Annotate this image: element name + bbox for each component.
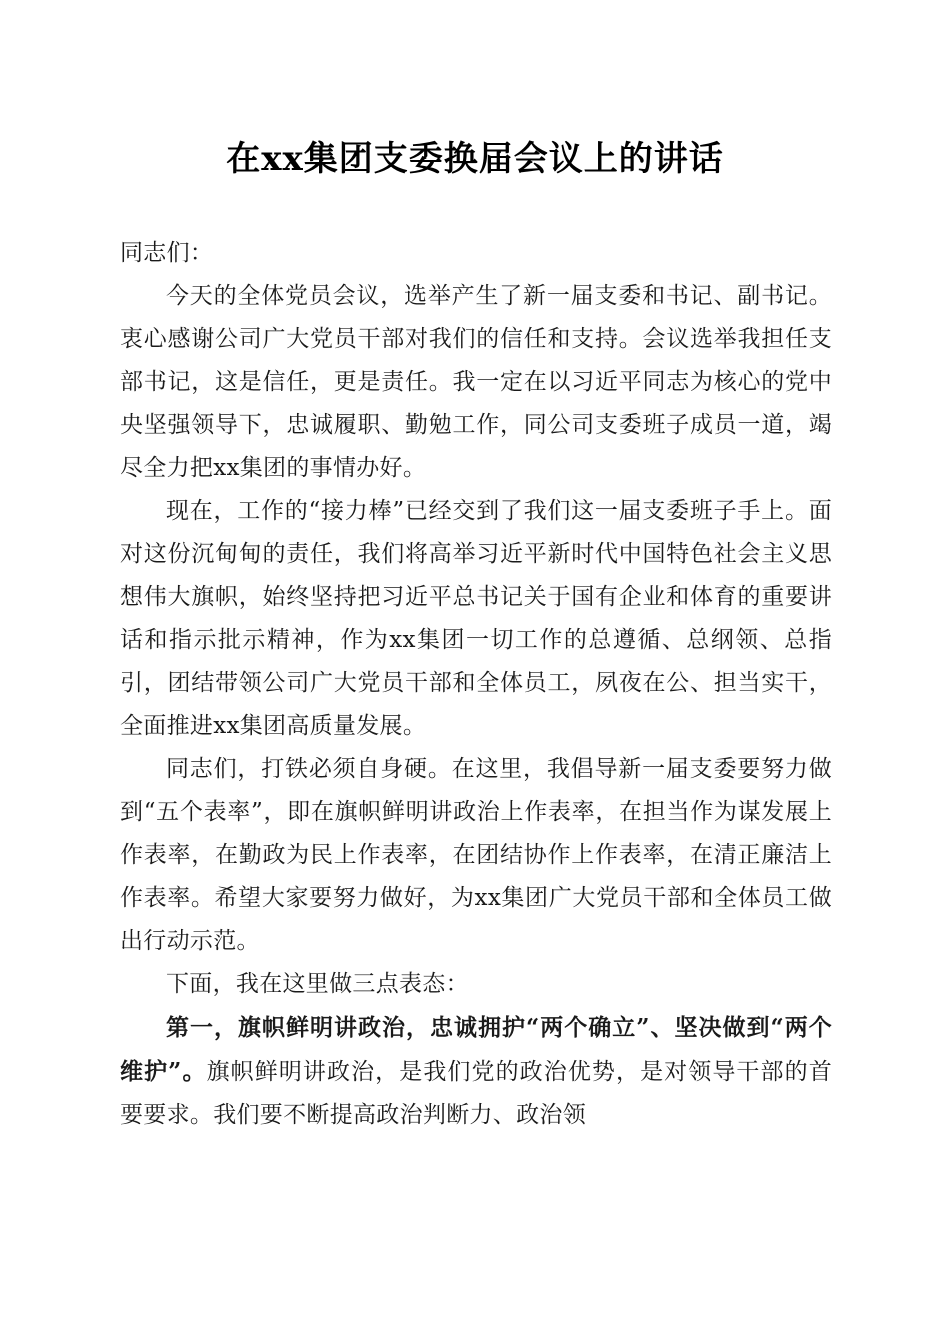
document-body [120,232,832,1137]
point-one-heading: 第一，旗帜鲜明讲政治，忠诚拥护“两个确立”、坚决做到“两个维护”。 [120,1014,832,1085]
paragraph-five-exemplars: 同志们，打铁必须自身硬。在这里，我倡导新一届支委要努力做到“五个表率”，即在旗帜鲜明讲政治上作表率，在担当作为谋发展上作表率，在勤政为民上作表率，在团结协作上作表率，在清正廉洁上作表率。希望大家要努力做好，为xx集团广大党员干部和全体员工做出行动示范。 [120,756,832,954]
paragraph-three-points-intro: 下面，我在这里做三点表态： [166,971,469,997]
paragraph-relay-baton: 现在，工作的“接力棒”已经交到了我们这一届支委班子手上。面对这份沉甸甸的责任，我们将高举习近平新时代中国特色社会主义思想伟大旗帜，始终坚持把习近平总书记关于国有企业和体育的重要讲话和指示批示精神，作为xx集团一切工作的总遵循、总纲领、总指引，团结带领公司广大党员干部和全体员工，夙夜在公、担当实干，全面推进xx集团高质量发展。 [120,498,832,739]
point-one-text: 旗帜鲜明讲政治，是我们党的政治优势，是对领导干部的首要要求。我们要不断提高政治判断力、政治领 [120,1059,832,1128]
document-title: 在xx集团支委换届会议上的讲话 [226,139,724,179]
paragraph-point-one [120,1006,832,1137]
paragraph-opening: 今天的全体党员会议，选举产生了新一届支委和书记、副书记。衷心感谢公司广大党员干部对我们的信任和支持。会议选举我担任支部书记，这是信任，更是责任。我一定在以习近平同志为核心的党中央坚强领导下，忠诚履职、勤勉工作，同公司支委班子成员一道，竭尽全力把xx集团的事情办好。 [120,283,832,481]
salutation: 同志们： [120,240,214,266]
